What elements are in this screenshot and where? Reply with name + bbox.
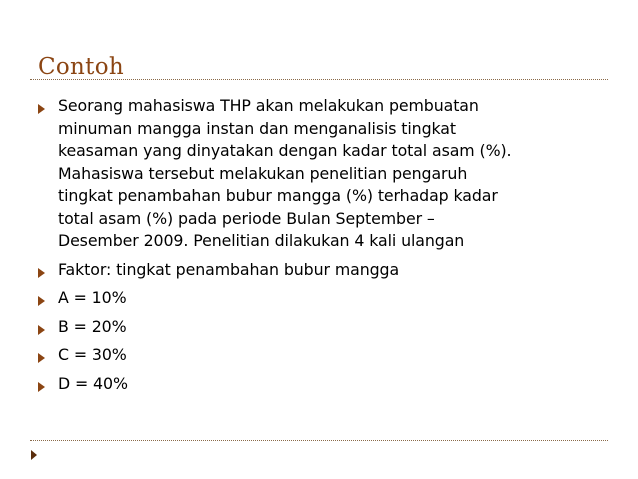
bullet-text-line: Mahasiswa tersebut melakukan penelitian pengaruh: [58, 163, 468, 183]
slide-title: Contoh: [38, 54, 124, 80]
triangle-bullet-icon: [38, 325, 45, 335]
bullet-text-line: D = 40%: [58, 373, 128, 393]
list-item: [38, 95, 613, 253]
bullet-text-line: total asam (%) pada periode Bulan September –: [58, 208, 435, 228]
bullet-text-line: keasaman yang dinyatakan dengan kadar total asam (%).: [58, 141, 512, 160]
triangle-bullet-icon: [38, 104, 45, 114]
bullet-text-line: Seorang mahasiswa THP akan melakukan pembuatan: [58, 96, 479, 115]
triangle-bullet-icon: [38, 382, 45, 392]
list-item: [38, 373, 613, 396]
list-item: [38, 259, 613, 282]
list-item: [38, 344, 613, 367]
bullet-text-line: A = 10%: [58, 288, 127, 307]
bullet-text-line: minuman mangga instan dan menganalisis tingkat: [58, 118, 456, 138]
triangle-bullet-icon: [38, 353, 45, 363]
triangle-bullet-icon: [38, 268, 45, 278]
title-divider: [30, 79, 608, 80]
bullet-text-line: Faktor: tingkat penambahan bubur mangga: [58, 259, 400, 279]
footer-divider: [30, 440, 608, 441]
bullet-text-line: tingkat penambahan bubur mangga (%) terhadap kadar: [58, 186, 498, 205]
triangle-bullet-icon: [38, 296, 45, 306]
list-item: [38, 316, 613, 339]
list-item: [38, 287, 613, 310]
bullet-list: [38, 95, 613, 401]
triangle-corner-icon: [31, 450, 37, 460]
bullet-text-line: B = 20%: [58, 316, 127, 336]
bullet-text-line: Desember 2009. Penelitian dilakukan 4 kali ulangan: [58, 231, 465, 250]
bullet-text-line: C = 30%: [58, 345, 127, 364]
